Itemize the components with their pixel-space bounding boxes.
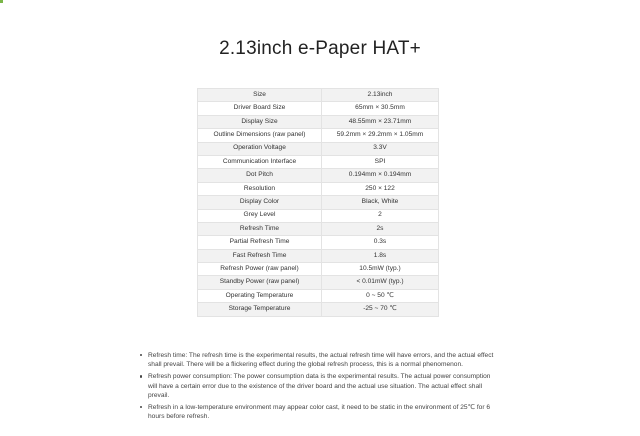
spec-value: SPI xyxy=(322,155,439,168)
spec-row xyxy=(198,276,439,289)
spec-row xyxy=(198,222,439,235)
spec-row xyxy=(198,209,439,222)
spec-label: Resolution xyxy=(198,182,322,195)
note-text: Refresh in a low-temperature environment may appear color cast, it need to be static in the environment of 25℃ for 6 hours before refresh. xyxy=(148,404,491,421)
spec-row xyxy=(198,289,439,302)
bullet-icon xyxy=(140,354,142,356)
spec-value: Black, White xyxy=(322,196,439,209)
spec-value: < 0.01mW (typ.) xyxy=(322,276,439,289)
spec-value: 3.3V xyxy=(322,142,439,155)
spec-label: Display Color xyxy=(198,196,322,209)
spec-row xyxy=(198,182,439,195)
spec-label: Dot Pitch xyxy=(198,169,322,182)
spec-label: Refresh Time xyxy=(198,222,322,235)
spec-row xyxy=(198,89,439,102)
spec-label: Operating Temperature xyxy=(198,289,322,302)
spec-label: Operation Voltage xyxy=(198,142,322,155)
page-title: 2.13inch e-Paper HAT+ xyxy=(219,38,421,59)
note-item xyxy=(148,372,498,400)
spec-label: Outline Dimensions (raw panel) xyxy=(198,129,322,142)
note-text: Refresh power consumption: The power consumption data is the experimental results. The actual power consumption will have a certain error due to the existence of the driver board and the actual use situation. The actual effect shall prevail. xyxy=(148,373,491,399)
spec-label: Grey Level xyxy=(198,209,322,222)
note-text: Refresh time: The refresh time is the experimental results, the actual refresh time will have errors, and the actual effect shall prevail. There will be a flickering effect during the global refresh process, this is a normal phenomenon. xyxy=(148,352,494,369)
spec-value: 250 × 122 xyxy=(322,182,439,195)
spec-row xyxy=(198,196,439,209)
spec-row xyxy=(198,129,439,142)
spec-row xyxy=(198,102,439,115)
spec-row xyxy=(198,142,439,155)
spec-value: 65mm × 30.5mm xyxy=(322,102,439,115)
spec-value: 1.8s xyxy=(322,249,439,262)
spec-label: Refresh Power (raw panel) xyxy=(198,263,322,276)
spec-table-body xyxy=(198,89,439,317)
spec-label: Size xyxy=(198,89,322,102)
spec-value: -25 ~ 70 ℃ xyxy=(322,303,439,316)
notes-list xyxy=(137,351,498,424)
spec-row xyxy=(198,155,439,168)
bullet-icon xyxy=(140,406,142,408)
note-item xyxy=(148,351,498,369)
spec-value: 2 xyxy=(322,209,439,222)
spec-value: 10.5mW (typ.) xyxy=(322,263,439,276)
bullet-icon xyxy=(140,375,142,377)
spec-value: 2.13inch xyxy=(322,89,439,102)
spec-label: Driver Board Size xyxy=(198,102,322,115)
spec-row xyxy=(198,236,439,249)
spec-label: Communication Interface xyxy=(198,155,322,168)
spec-label: Standby Power (raw panel) xyxy=(198,276,322,289)
spec-label: Fast Refresh Time xyxy=(198,249,322,262)
spec-value: 48.55mm × 23.71mm xyxy=(322,115,439,128)
spec-value: 0 ~ 50 ℃ xyxy=(322,289,439,302)
spec-label: Storage Temperature xyxy=(198,303,322,316)
spec-value: 59.2mm × 29.2mm × 1.05mm xyxy=(322,129,439,142)
spec-row xyxy=(198,249,439,262)
spec-label: Partial Refresh Time xyxy=(198,236,322,249)
spec-label: Display Size xyxy=(198,115,322,128)
note-item xyxy=(148,403,498,421)
spec-row xyxy=(198,115,439,128)
spec-value: 2s xyxy=(322,222,439,235)
spec-row xyxy=(198,263,439,276)
spec-row xyxy=(198,169,439,182)
spec-table xyxy=(197,88,439,317)
spec-row xyxy=(198,303,439,316)
spec-value: 0.3s xyxy=(322,236,439,249)
corner-mark xyxy=(0,0,3,3)
spec-value: 0.194mm × 0.194mm xyxy=(322,169,439,182)
